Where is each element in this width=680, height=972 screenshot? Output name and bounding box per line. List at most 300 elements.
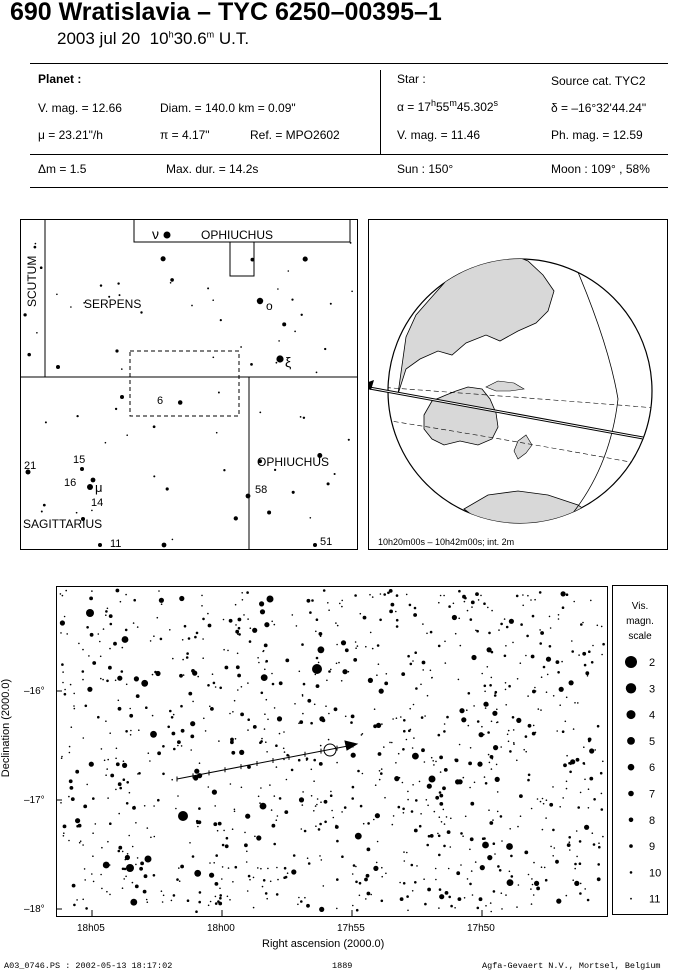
detail-star <box>180 705 183 708</box>
detail-star <box>283 876 286 879</box>
detail-star <box>238 627 241 630</box>
detail-star <box>192 855 195 858</box>
detail-star <box>235 866 238 869</box>
detail-star <box>439 756 443 760</box>
detail-star <box>248 875 251 878</box>
detail-star <box>469 849 471 851</box>
detail-star <box>311 769 313 771</box>
detail-star <box>516 718 521 723</box>
detail-star <box>70 786 74 790</box>
finder-star <box>300 416 302 418</box>
detail-star <box>411 864 414 867</box>
detail-star <box>448 868 450 870</box>
detail-star <box>171 716 174 719</box>
detail-star <box>143 890 147 894</box>
detail-star <box>69 746 71 748</box>
detail-star <box>258 662 260 664</box>
detail-star <box>426 799 428 801</box>
detail-star <box>517 678 519 680</box>
detail-star <box>445 891 449 895</box>
detail-star <box>580 792 582 794</box>
detail-star <box>360 613 362 615</box>
detail-star <box>400 716 402 718</box>
detail-star <box>406 739 408 741</box>
detail-star <box>375 813 380 818</box>
detail-star <box>566 697 568 699</box>
detail-star <box>601 793 603 795</box>
legend-dot-mag-10 <box>630 871 633 874</box>
detail-star <box>73 904 76 907</box>
detail-star <box>60 620 65 625</box>
detail-star <box>210 901 212 903</box>
detail-star <box>540 709 542 711</box>
detail-star <box>319 762 323 766</box>
planet-diameter: Diam. = 140.0 km = 0.09" <box>160 101 296 115</box>
detail-star <box>194 870 201 877</box>
detail-star <box>264 644 268 648</box>
detail-star <box>452 615 457 620</box>
legend-title-magn: magn. <box>626 616 654 627</box>
detail-star <box>241 787 243 789</box>
detail-star <box>570 764 572 766</box>
detail-star <box>403 882 406 885</box>
detail-star <box>223 619 225 621</box>
detail-star <box>492 819 494 821</box>
detail-star <box>85 907 88 910</box>
finder-star <box>218 392 220 394</box>
detail-star <box>265 892 268 895</box>
label-serpens: SERPENS <box>84 297 142 311</box>
detail-star <box>391 603 395 607</box>
detail-star <box>407 910 409 912</box>
detail-star <box>190 735 194 739</box>
detail-star <box>247 618 249 620</box>
detail-star <box>435 796 439 800</box>
detail-star <box>455 633 457 635</box>
detail-star <box>353 864 356 867</box>
detail-star <box>513 729 515 731</box>
detail-star <box>487 666 489 668</box>
detail-star <box>580 883 582 885</box>
detail-star <box>565 721 567 723</box>
detail-star <box>184 625 187 628</box>
detail-star <box>479 732 484 737</box>
detail-star <box>495 691 498 694</box>
detail-star <box>311 795 313 797</box>
star-ra-minutes: 55 <box>435 100 450 114</box>
detail-star <box>534 687 536 689</box>
finder-star <box>259 411 261 413</box>
finder-star <box>334 473 336 475</box>
detail-star <box>92 661 96 665</box>
detail-star <box>75 818 80 823</box>
detail-star <box>122 647 124 649</box>
detail-star <box>229 619 233 623</box>
finder-star <box>91 510 93 512</box>
detail-star <box>116 589 120 593</box>
detail-star <box>488 809 490 811</box>
star-ra-m-unit: m <box>449 98 457 108</box>
detail-star <box>267 719 269 721</box>
finder-star <box>292 491 295 494</box>
globe-panel <box>368 219 668 550</box>
finder-star <box>330 303 332 305</box>
detail-star <box>146 899 148 901</box>
legend-dot-mag-5 <box>627 737 635 745</box>
detail-star <box>169 710 172 713</box>
detail-star <box>383 746 385 748</box>
detail-star <box>571 650 574 653</box>
detail-star <box>352 873 354 875</box>
detail-star <box>469 883 472 886</box>
detail-star <box>68 796 70 798</box>
detail-star <box>222 866 224 868</box>
finder-star <box>316 372 318 374</box>
detail-star <box>470 837 474 841</box>
detail-star <box>369 594 371 596</box>
detail-star <box>215 854 218 857</box>
detail-star <box>157 751 161 755</box>
detail-star <box>426 633 428 635</box>
detail-star <box>498 629 500 631</box>
detail-star <box>118 846 122 850</box>
detail-star <box>588 650 591 653</box>
detail-star <box>301 828 303 830</box>
detail-star <box>264 728 266 730</box>
detail-star <box>525 751 527 753</box>
planet-motion: μ = 23.21"/h <box>38 128 103 142</box>
detail-star <box>115 680 117 682</box>
detail-star <box>484 685 487 688</box>
detail-star <box>235 738 237 740</box>
detail-star <box>584 664 587 667</box>
detail-star <box>566 755 568 757</box>
detail-star <box>100 656 102 658</box>
detail-star <box>579 892 582 895</box>
detail-star <box>512 642 514 644</box>
detail-star <box>279 733 281 735</box>
detail-star <box>413 737 415 739</box>
finder-star <box>166 487 169 490</box>
detail-star <box>157 617 159 619</box>
detail-star <box>497 791 499 793</box>
detail-star <box>232 881 234 883</box>
detail-star <box>430 670 432 672</box>
detail-star <box>458 897 462 901</box>
detail-star <box>501 892 503 894</box>
detail-star <box>85 705 88 708</box>
detail-star <box>598 842 600 844</box>
detail-star <box>123 878 125 880</box>
detail-star <box>380 772 383 775</box>
detail-star <box>398 753 400 755</box>
detail-star <box>487 647 492 652</box>
detail-star <box>89 597 93 601</box>
detail-star <box>593 843 596 846</box>
detail-star <box>319 632 323 636</box>
detail-star <box>110 774 114 778</box>
detail-star <box>416 865 418 867</box>
detail-stars <box>60 589 605 913</box>
detail-star <box>516 595 519 598</box>
detail-star <box>541 676 543 678</box>
detail-star <box>345 648 349 652</box>
label-ophiuchus-top: OPHIUCHUS <box>201 228 274 242</box>
detail-star <box>368 678 373 683</box>
detail-star <box>471 655 476 660</box>
detail-star <box>591 661 594 664</box>
detail-star <box>69 752 71 754</box>
detail-star <box>422 623 424 625</box>
detail-star <box>365 646 367 648</box>
detail-star <box>509 750 512 753</box>
finder-star <box>41 511 43 513</box>
detail-star <box>392 824 394 826</box>
detail-star <box>284 810 288 814</box>
detail-star <box>419 825 422 828</box>
detail-star <box>296 625 298 627</box>
detail-star <box>496 709 498 711</box>
detail-star <box>210 707 214 711</box>
detail-star <box>465 816 467 818</box>
detail-star <box>209 873 214 878</box>
detail-star <box>266 699 268 701</box>
detail-star <box>471 606 473 608</box>
detail-star <box>500 815 503 818</box>
legend-label-mag-8: 8 <box>649 814 656 827</box>
label-58: 58 <box>255 484 268 496</box>
detail-star <box>513 742 515 744</box>
footer-credit: Agfa-Gevaert N.V., Mortsel, Belgium <box>482 961 661 971</box>
detail-star <box>318 828 321 831</box>
detail-star <box>484 776 486 778</box>
star-heading: Star : <box>397 72 426 86</box>
sun-elongation: Sun : 150° <box>397 162 454 176</box>
detail-star <box>516 760 518 762</box>
finder-star <box>121 368 123 370</box>
detail-star <box>202 657 204 659</box>
detail-star <box>427 784 432 789</box>
detail-star <box>480 865 485 870</box>
detail-star <box>237 674 241 678</box>
detail-star <box>414 881 417 884</box>
detail-star <box>341 606 343 608</box>
star-phmag: Ph. mag. = 12.59 <box>551 128 643 142</box>
detail-star <box>115 758 117 760</box>
legend-label-mag-5: 5 <box>649 735 656 748</box>
detail-star <box>435 879 437 881</box>
detail-star <box>520 623 523 626</box>
detail-star <box>352 905 354 907</box>
detail-star <box>334 707 338 711</box>
detail-star <box>61 756 63 758</box>
finder-star <box>76 512 78 514</box>
detail-star <box>314 704 316 706</box>
detail-star <box>97 716 100 719</box>
detail-star <box>367 822 370 825</box>
detail-star <box>275 744 278 747</box>
detail-star <box>600 772 603 775</box>
detail-star <box>501 840 503 842</box>
detail-star <box>117 676 122 681</box>
detail-star <box>398 806 401 809</box>
detail-star <box>320 801 322 803</box>
detail-star <box>539 629 541 631</box>
detail-star <box>271 673 273 675</box>
detail-star <box>403 812 405 814</box>
finder-star <box>212 356 214 358</box>
detail-star <box>415 687 418 690</box>
detail-star <box>130 899 137 906</box>
detail-star <box>410 663 413 666</box>
detail-star <box>267 868 269 870</box>
detail-star <box>391 742 393 744</box>
detail-star <box>82 679 84 681</box>
detail-star <box>283 748 285 750</box>
detail-star <box>385 873 387 875</box>
detail-star <box>471 601 475 605</box>
detail-star <box>118 707 122 711</box>
detail-star <box>259 741 262 744</box>
detail-star <box>333 817 335 819</box>
detail-star <box>422 661 426 665</box>
detail-star <box>438 854 441 857</box>
detail-star <box>403 719 406 722</box>
detail-star <box>419 781 421 783</box>
detail-star <box>138 729 140 731</box>
star-ra-hours: α = 17 <box>397 100 431 114</box>
detail-star <box>365 898 367 900</box>
label-six: 6 <box>157 395 164 407</box>
event-datetime <box>57 29 249 49</box>
detail-star <box>438 907 440 909</box>
detail-star <box>496 764 498 766</box>
detail-star <box>82 670 85 673</box>
detail-star <box>232 828 234 830</box>
detail-star <box>109 894 111 896</box>
finder-star <box>303 417 305 419</box>
detail-star <box>235 630 239 634</box>
detail-star <box>453 603 455 605</box>
detail-star <box>84 868 86 870</box>
finder-star <box>251 258 255 262</box>
finder-stars <box>23 232 352 548</box>
detail-star <box>87 687 92 692</box>
detail-star <box>226 837 229 840</box>
detail-star <box>212 875 214 877</box>
detail-star <box>183 674 185 676</box>
detail-star <box>198 901 201 904</box>
moon-info: Moon : 109° , 58% <box>551 162 650 176</box>
detail-star <box>490 911 492 913</box>
detail-star <box>527 695 529 697</box>
detail-star <box>192 701 194 703</box>
detail-star <box>500 623 503 626</box>
detail-star <box>587 899 590 902</box>
detail-star <box>317 798 319 800</box>
detail-star <box>569 680 574 685</box>
event-date: 2003 jul 20 <box>57 29 141 48</box>
detail-star <box>116 748 118 750</box>
detail-star <box>433 764 435 766</box>
detail-star <box>318 646 325 653</box>
detail-star <box>320 745 322 747</box>
detail-star <box>552 855 554 857</box>
finder-star <box>27 353 31 357</box>
detail-star <box>559 687 564 692</box>
detail-star <box>589 777 593 781</box>
detail-star <box>276 819 278 821</box>
xtick-label-18h00: 18h00 <box>207 923 235 934</box>
label-51: 51 <box>320 536 333 548</box>
detail-star <box>447 830 451 834</box>
detail-star <box>238 618 242 622</box>
legend-label-mag-6: 6 <box>649 762 656 775</box>
detail-star <box>194 636 197 639</box>
detail-star <box>302 804 304 806</box>
detail-star <box>396 625 399 628</box>
finder-star <box>313 543 317 547</box>
detail-star <box>414 829 418 833</box>
detail-star <box>118 782 122 786</box>
ytick-label-17: –17° <box>24 795 45 806</box>
detail-star <box>403 851 405 853</box>
detail-star <box>546 799 548 801</box>
detail-star <box>194 769 199 774</box>
detail-star <box>381 876 383 878</box>
detail-star <box>445 662 447 664</box>
detail-star <box>569 771 572 774</box>
detail-star <box>401 672 405 676</box>
detail-star <box>507 879 514 886</box>
detail-star <box>351 753 356 758</box>
detail-star <box>307 699 311 703</box>
detail-star <box>439 894 444 899</box>
star-vmag: V. mag. = 11.46 <box>397 128 481 142</box>
detail-star <box>559 806 561 808</box>
detail-star <box>456 871 460 875</box>
detail-star <box>122 851 124 853</box>
detail-star <box>439 888 442 891</box>
detail-star <box>215 902 218 905</box>
detail-star <box>446 716 449 719</box>
detail-star <box>125 876 127 878</box>
finder-star <box>327 482 330 485</box>
detail-star <box>392 718 394 720</box>
detail-star <box>576 856 578 858</box>
detail-star <box>175 808 177 810</box>
finder-star <box>220 319 222 321</box>
legend-dot-mag-2 <box>625 656 637 668</box>
detail-star <box>381 723 383 725</box>
detail-star <box>71 726 73 728</box>
detail-star <box>574 702 576 704</box>
detail-star <box>113 642 117 646</box>
detail-star <box>396 717 398 719</box>
detail-star <box>137 773 139 775</box>
detail-star <box>93 881 95 883</box>
detail-star <box>468 692 471 695</box>
detail-star <box>539 642 542 645</box>
page-title: 690 Wratislavia – TYC 6250–00395–1 <box>10 0 442 26</box>
detail-star <box>201 605 203 607</box>
finder-star <box>310 517 312 519</box>
detail-star <box>172 658 174 660</box>
detail-star <box>302 694 304 696</box>
detail-star <box>101 748 103 750</box>
detail-star <box>125 855 130 860</box>
detail-star <box>235 604 237 606</box>
